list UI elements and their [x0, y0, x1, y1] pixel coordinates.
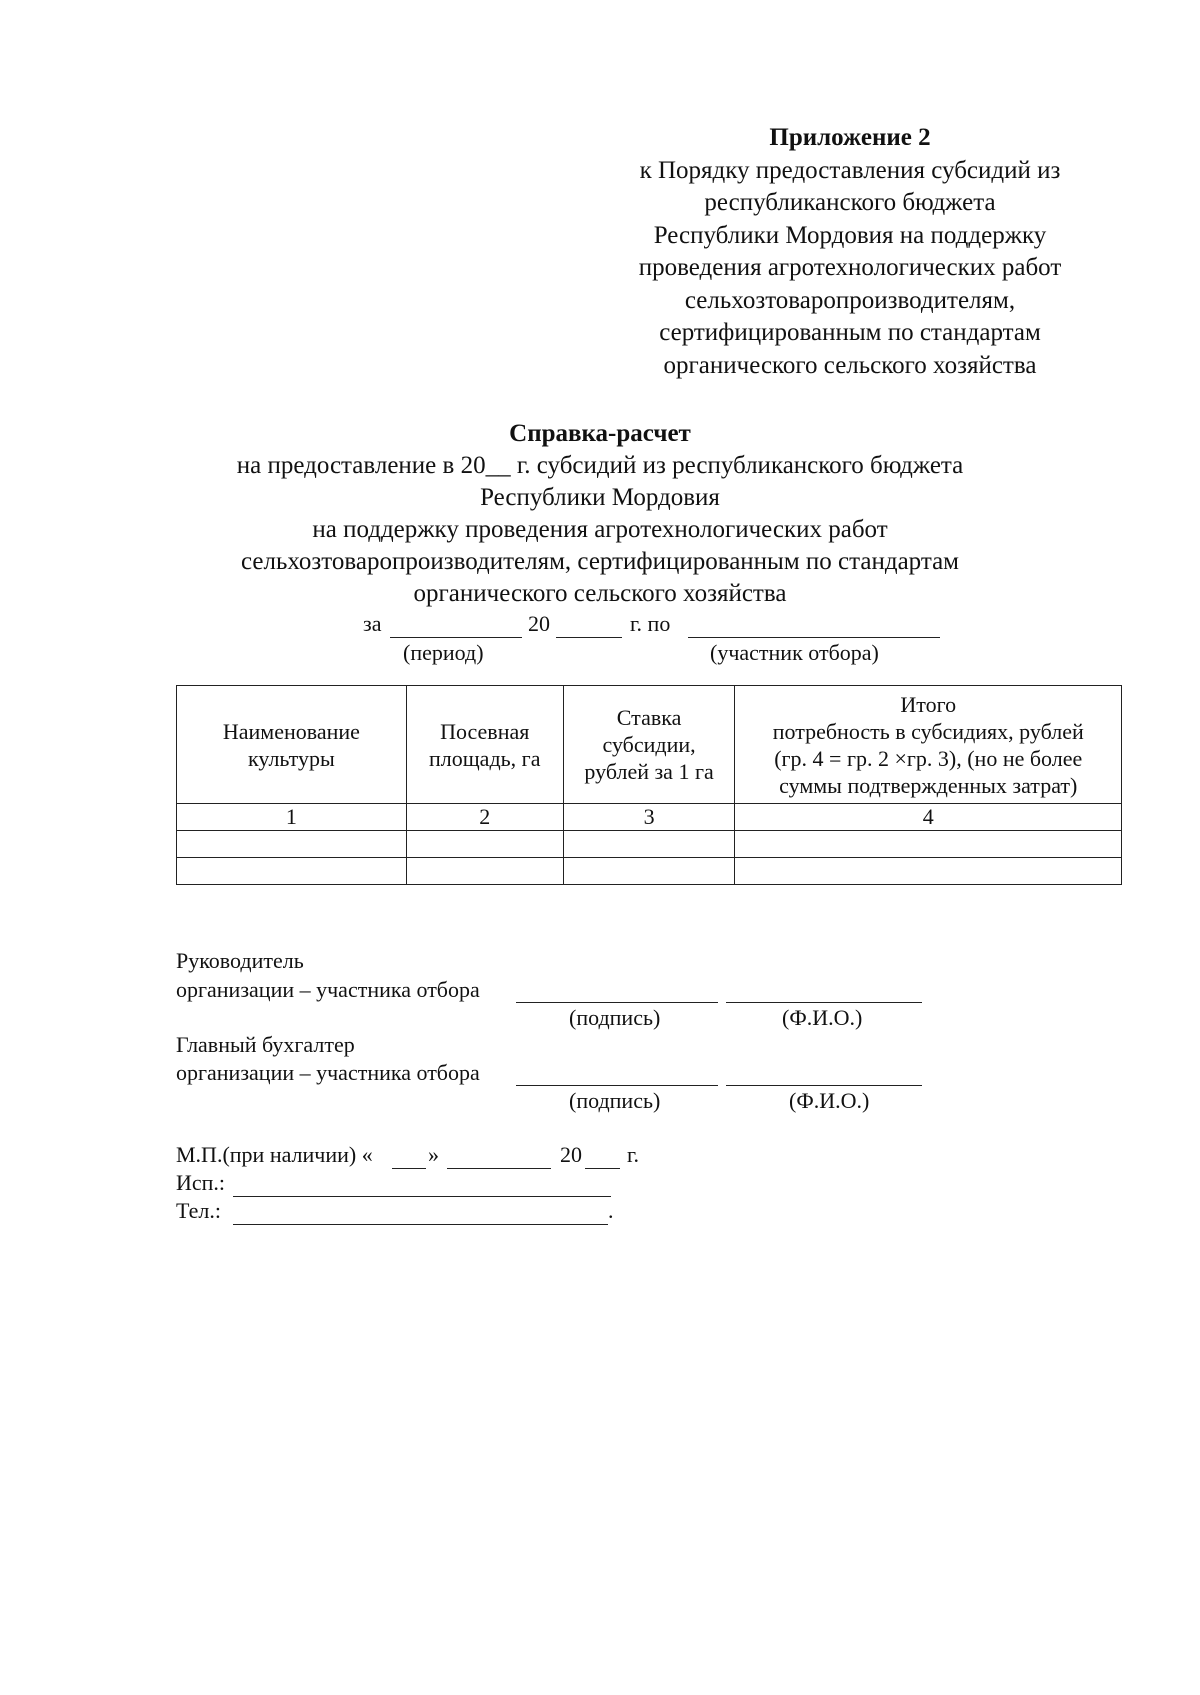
subtitle-line: органического сельского хозяйства [413, 580, 787, 607]
header-total-need [735, 686, 1122, 804]
stamp-year-suffix: г. [627, 1142, 640, 1167]
table-cell[interactable] [735, 831, 1122, 858]
stamp-prefix: М.П.(при наличии) « [176, 1142, 373, 1167]
column-number: 3 [563, 804, 735, 831]
subtitle-line: на предоставление в 20__ г. субсидий из республиканского бюджета [236, 452, 964, 479]
appendix-line: республиканского бюджета [704, 189, 996, 216]
head-signature-caption: (подпись) [569, 1005, 661, 1030]
header-sown-area [406, 686, 563, 804]
stamp-year-blank[interactable] [585, 1168, 620, 1169]
table-header-row [177, 686, 1122, 804]
column-number: 1 [177, 804, 407, 831]
appendix-line: к Порядку предоставления субсидий из [639, 156, 1061, 184]
header-text: субсидии, [602, 732, 696, 757]
header-text: Посевная [440, 718, 530, 744]
table-cell[interactable] [177, 831, 407, 858]
header-crop-name [177, 686, 407, 804]
header-text: Наименование [222, 718, 360, 744]
appendix-line: Республики Мордовия на поддержку [653, 221, 1047, 249]
executor-label: Исп.: [176, 1170, 226, 1195]
header-text: Итого [900, 691, 957, 717]
accountant-org: организации – участника отбора [176, 1060, 480, 1085]
stamp-day-blank[interactable] [392, 1168, 426, 1169]
head-name-line[interactable] [726, 1002, 922, 1003]
header-text: (гр. 4 = гр. 2 ×гр. 3), (но не более [774, 745, 1083, 771]
head-name-caption: (Ф.И.О.) [782, 1005, 863, 1030]
period-caption: (период) [403, 640, 484, 665]
accountant-signature-caption: (подпись) [569, 1088, 661, 1113]
header-text: культуры [248, 745, 335, 771]
participant-caption: (участник отбора) [710, 640, 879, 665]
head-signature-line[interactable] [516, 1002, 718, 1003]
phone-end: . [608, 1198, 614, 1223]
table-row [177, 858, 1122, 885]
year-blank[interactable] [556, 637, 622, 638]
header-text: площадь, га [428, 745, 541, 771]
calculation-table [176, 685, 1122, 885]
subtitle-line: сельхозтоваропроизводителям, сертифицированным по стандартам [241, 548, 959, 575]
table-cell[interactable] [406, 831, 563, 858]
table-cell[interactable] [563, 858, 735, 885]
column-number: 2 [406, 804, 563, 831]
stamp-quote-close: » [428, 1142, 439, 1167]
subtitle-line: на поддержку проведения агротехнологических работ [312, 516, 888, 543]
period-prefix: за [363, 611, 382, 636]
document-heading: Справка-расчет [509, 420, 691, 447]
stamp-month-blank[interactable] [447, 1168, 551, 1169]
stamp-year: 20 [560, 1142, 582, 1167]
column-number: 4 [735, 804, 1122, 831]
header-subsidy-rate [563, 686, 735, 804]
appendix-line: сертифицированным по стандартам [659, 319, 1041, 346]
table-cell[interactable] [177, 858, 407, 885]
accountant-title: Главный бухгалтер [176, 1032, 355, 1057]
accountant-signature-line[interactable] [516, 1085, 718, 1086]
phone-label: Тел.: [176, 1198, 221, 1223]
appendix-line: проведения агротехнологических работ [638, 254, 1062, 281]
period-year: 20 [528, 611, 550, 636]
table-row [177, 831, 1122, 858]
appendix-line: сельхозтоваропроизводителям, [684, 286, 1016, 314]
table-cell[interactable] [563, 831, 735, 858]
table-cell[interactable] [406, 858, 563, 885]
period-mid: г. по [630, 611, 671, 636]
phone-blank[interactable] [233, 1224, 608, 1225]
header-text: суммы подтвержденных затрат) [779, 772, 1078, 798]
header-text: рублей за 1 га [584, 759, 714, 784]
column-number-row [177, 804, 1122, 831]
executor-blank[interactable] [233, 1196, 611, 1197]
appendix-line: органического сельского хозяйства [663, 351, 1037, 379]
head-org: организации – участника отбора [176, 977, 480, 1002]
appendix-header [600, 122, 1100, 382]
participant-blank[interactable] [688, 637, 940, 638]
accountant-name-line[interactable] [726, 1085, 922, 1086]
accountant-name-caption: (Ф.И.О.) [789, 1088, 870, 1113]
header-text: Ставка [616, 705, 682, 730]
head-title: Руководитель [176, 948, 304, 973]
table-cell[interactable] [735, 858, 1122, 885]
period-blank[interactable] [390, 637, 522, 638]
header-text: потребность в субсидиях, рублей [772, 718, 1084, 744]
document-title-block [150, 418, 1050, 610]
subtitle-line: Республики Мордовия [480, 484, 720, 511]
appendix-title: Приложение 2 [769, 124, 931, 151]
